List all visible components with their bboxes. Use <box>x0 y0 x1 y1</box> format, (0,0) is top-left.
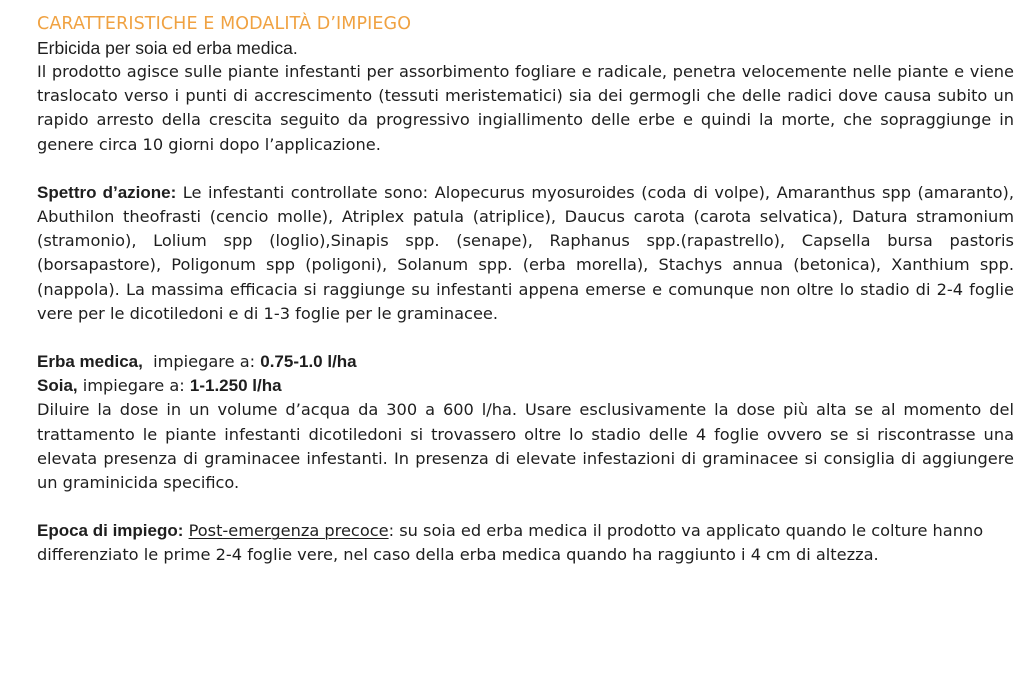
soia-dose: 1-1.250 l/ha <box>189 376 282 396</box>
soia-label: Soia, <box>37 376 78 396</box>
intro-paragraph: Il prodotto agisce sulle piante infestanti per assorbimento fogliare e radicale, penetra velocemente nelle piante e viene traslocato verso i punti di accrescimento (tessuti meristematici) sia dei germogli che delle radici dove causa subito un rapido arresto della crescita seguito da progressivo ingiallimento delle erbe e quindi la morte, che sopraggiunge in genere circa 10 giorni dopo l’applicazione. <box>37 62 1014 154</box>
spacer <box>37 495 1014 519</box>
erba-medica-dose: 0.75-1.0 l/ha <box>260 352 357 372</box>
epoca-underlined: Post-emergenza precoce <box>188 521 389 541</box>
epoca-label: Epoca di impiego: <box>37 521 184 541</box>
erba-medica-label: Erba medica, <box>37 352 143 372</box>
dose-soia <box>37 374 1014 398</box>
spettro-text: Le infestanti controllate sono: Alopecurus myosuroides (coda di volpe), Amaranthus spp (amaranto), Abuthilon theofrasti (cencio molle), Atriplex patula (atriplice), Daucus carota (carota selvatica), Datura stramonium (stramonio), Lolium spp (loglio),Sinapis spp. (senape), Raphanus spp.(rapastrello), Capsella bursa pastoris (borsapastore), Poligonum spp (poligoni), Solanum spp. (erba morella), Stachys annua (betonica), Xanthium spp. (nappola). La massima efficacia si raggiunge su infestanti appena emerse e comunque non oltre lo stadio di 2-4 foglie vere per le dicotiledoni e di 1-3 foglie per le graminacee. <box>37 182 1014 323</box>
dose-erba-medica <box>37 350 1014 374</box>
epoca-text: : su soia ed erba medica il prodotto va applicato quando le colture hanno differenziato le prime 2-4 foglie vere, nel caso della erba medica quando ha raggiunto i 4 cm di altezza. <box>37 521 984 565</box>
soia-text: impiegare a: <box>77 376 190 396</box>
erba-medica-text: impiegare a: <box>142 352 261 372</box>
dose-note-paragraph: Diluire la dose in un volume d’acqua da 300 a 600 l/ha. Usare esclusivamente la dose più alta se al momento del trattamento le piante infestanti dicotiledoni si trovassero oltre lo stadio delle 4 foglie ovvero se si riscontrasse una elevata presenza di graminacee infestanti. In presenza di elevate infestazioni di graminacee si consiglia di aggiungere un graminicida specifico. <box>37 400 1014 493</box>
spettro-label: Spettro d’azione: <box>37 182 177 202</box>
product-subtitle: Erbicida per soia ed erba medica. <box>37 38 298 58</box>
spacer <box>37 326 1014 350</box>
spettro-paragraph <box>37 181 1014 326</box>
epoca-paragraph <box>37 519 1014 567</box>
label-text <box>37 12 1014 568</box>
spacer <box>37 157 1014 181</box>
section-heading: CARATTERISTICHE E MODALITÀ D’IMPIEGO <box>37 14 412 34</box>
